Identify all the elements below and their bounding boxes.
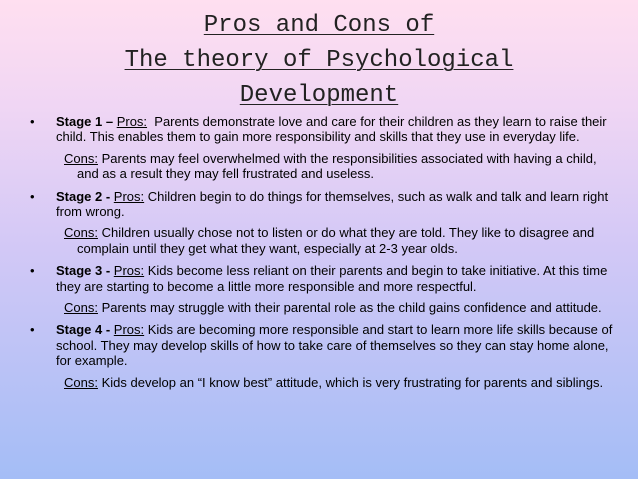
stage-1-cons-text: Parents may feel overwhelmed with the responsibilities associated with having a child, and as a result they may fell frustrated and useless.	[77, 150, 597, 182]
stage-4-cons	[64, 375, 620, 390]
stage-1-pros-label: Pros:	[116, 114, 148, 129]
stage-3-cons-label: Cons:	[64, 300, 98, 316]
stage-1-cons-label: Cons:	[64, 150, 98, 166]
stage-2-cons	[64, 225, 620, 256]
stage-4-item	[30, 322, 620, 368]
stage-2-label: Stage 2 -	[56, 188, 114, 204]
stage-3-cons-text: Parents may struggle with their parental role as the child gains confidence and attitude.	[97, 300, 602, 316]
slide-title	[0, 8, 638, 113]
stage-3-pros-text: Kids become less reliant on their parents and begin to take initiative. At this time they are starting to become a little more responsible and more respectful.	[56, 263, 608, 294]
bullet-icon: •	[30, 322, 35, 338]
stage-3-label: Stage 3 -	[56, 263, 114, 279]
stage-1-cons	[64, 151, 620, 182]
stage-2-pros-label: Pros:	[113, 188, 145, 204]
stage-2-cons-text: Children usually chose not to listen or do what they are told. They like to disagree and complain until they get what they want, especially at 2-3 year olds.	[77, 225, 595, 256]
stage-3-pros-label: Pros:	[113, 263, 145, 279]
stage-1-pros-text: Parents demonstrate love and care for their children as they learn to raise their child. This enables them to gain more responsibility and skills that they use in everyday life.	[56, 114, 611, 145]
stage-1-label: Stage 1 –	[56, 114, 117, 129]
stage-3-item	[30, 263, 620, 294]
stage-4-pros-text: Kids are becoming more responsible and start to learn more life skills because of school. They may develop skills of how to take care of themselves so they can stay home alone, for example.	[56, 322, 613, 369]
stage-2-item	[30, 189, 620, 220]
bullet-icon: •	[30, 188, 35, 204]
stage-4-label: Stage 4 -	[56, 322, 114, 338]
stage-1-item	[30, 114, 620, 145]
stage-4-cons-text: Kids develop an “I know best” attitude, which is very frustrating for parents and siblings.	[97, 374, 604, 390]
bullet-icon: •	[30, 114, 35, 129]
stages-list	[30, 114, 620, 397]
bullet-icon: •	[30, 263, 35, 279]
stage-2-cons-label: Cons:	[64, 225, 98, 241]
stage-3-cons	[64, 300, 620, 315]
title-line-1: Pros and Cons of	[203, 12, 435, 39]
stage-2-pros-text: Children begin to do things for themselves, such as walk and talk and learn right from wrong.	[56, 188, 609, 220]
stage-4-cons-label: Cons:	[64, 374, 98, 390]
stage-4-pros-label: Pros:	[113, 322, 145, 338]
title-line-3: Development	[239, 82, 399, 109]
title-line-2: The theory of Psychological	[124, 47, 514, 74]
